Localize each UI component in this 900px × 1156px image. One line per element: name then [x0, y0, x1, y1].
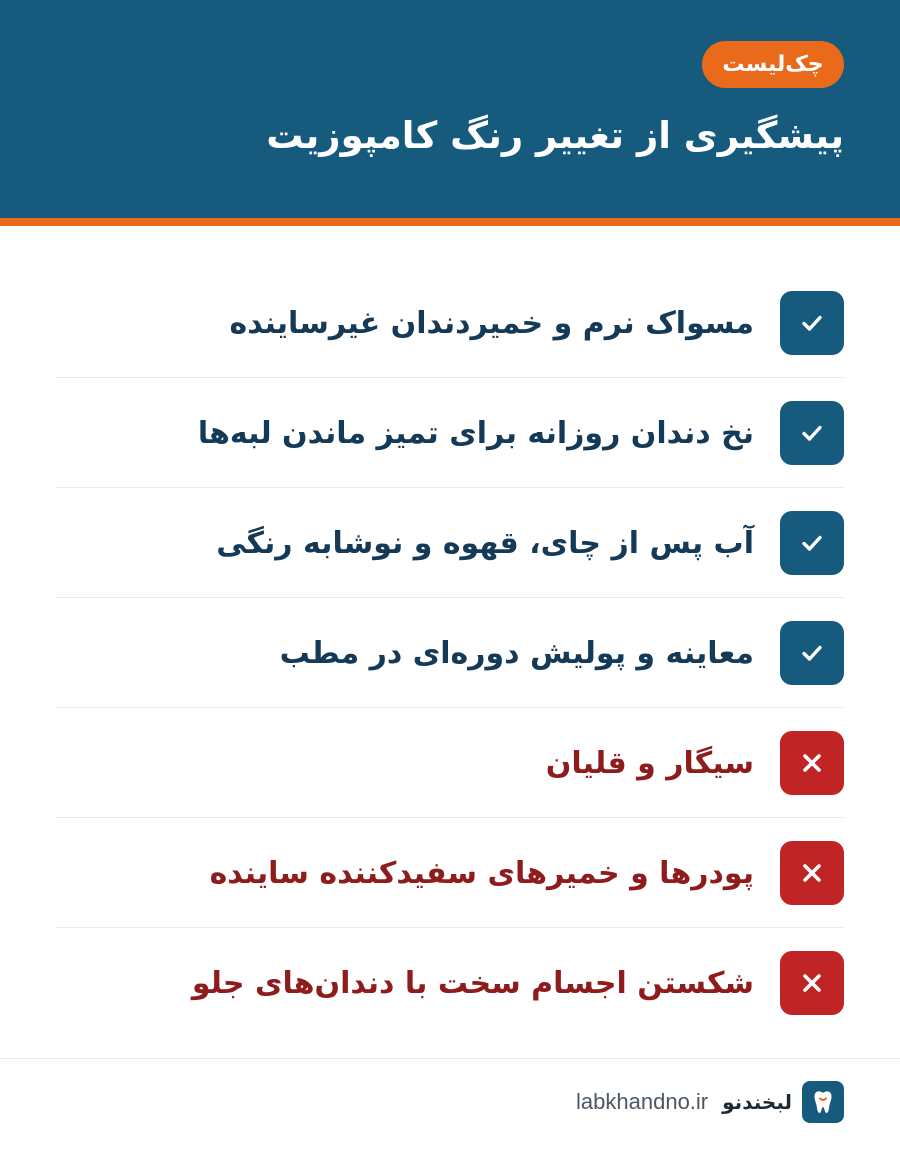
checklist-badge: چک‌لیست — [702, 41, 844, 88]
cross-icon — [780, 841, 844, 905]
header-accent-bar — [0, 218, 900, 226]
list-item-label: نخ دندان روزانه برای تمیز ماندن لبه‌ها — [197, 415, 754, 451]
list-item — [56, 488, 844, 598]
tooth-icon — [802, 1081, 844, 1123]
cross-icon — [780, 731, 844, 795]
header — [0, 0, 900, 218]
footer-divider — [0, 1058, 900, 1059]
list-item — [56, 598, 844, 708]
list-item-label: معاینه و پولیش دوره‌ای در مطب — [279, 635, 754, 671]
check-icon — [780, 621, 844, 685]
list-item-label: سیگار و قلیان — [545, 745, 754, 781]
checklist — [56, 268, 844, 1038]
list-item — [56, 378, 844, 488]
check-icon — [780, 401, 844, 465]
check-icon — [780, 291, 844, 355]
list-item — [56, 928, 844, 1038]
list-item-label: پودرها و خمیرهای سفیدکننده ساینده — [209, 855, 754, 891]
list-item-label: مسواک نرم و خمیردندان غیرساینده — [229, 305, 754, 341]
list-item — [56, 268, 844, 378]
list-item — [56, 708, 844, 818]
list-item-label: آب پس از چای، قهوه و نوشابه رنگی — [216, 525, 754, 561]
list-item-label: شکستن اجسام سخت با دندان‌های جلو — [191, 965, 754, 1001]
brand-name: لبخندنو — [722, 1090, 792, 1114]
check-icon — [780, 511, 844, 575]
cross-icon — [780, 951, 844, 1015]
footer — [576, 1081, 844, 1123]
list-item — [56, 818, 844, 928]
website-link[interactable]: labkhandno.ir — [576, 1089, 709, 1114]
page-title: پیشگیری از تغییر رنگ کامپوزیت — [266, 114, 844, 157]
